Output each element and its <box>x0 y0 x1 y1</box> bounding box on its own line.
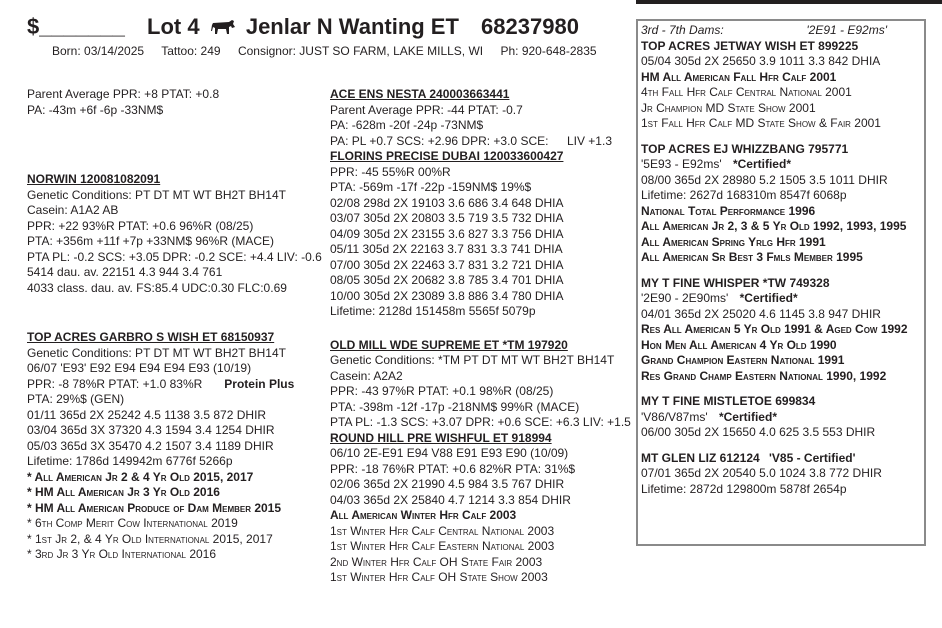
ggsire-line: PPR: -45 55%R 00%R <box>330 164 451 179</box>
granddam-line: PPR: -18 76%R PTAT: +0.6 82%R PTA: 31%$ <box>330 461 576 476</box>
sire-name: NORWIN 120081082091 <box>27 172 161 186</box>
dam4-class: '5E93 - E92ms' <box>641 157 722 171</box>
dam-award: * HM All American Produce of Dam Member 2015 <box>27 500 282 515</box>
granddam-award: 1st Winter Hfr Calf Central National 2003 <box>330 523 555 538</box>
maternal-sire-liv: LIV +1.3 <box>566 133 612 148</box>
dams-column <box>641 23 907 497</box>
cow-icon <box>210 18 236 36</box>
sire-line: Casein: A1A2 AB <box>27 203 119 217</box>
granddam-sire-line: PTA: -398m -12f -17p -218NM$ 99%R (MACE) <box>330 399 580 414</box>
maternal-sire-line: PA: PL +0.7 SCS: +2.96 DPR: +3.0 SCE: <box>330 133 549 148</box>
dam3-award: 4th Fall Hfr Calf Central National 2001 <box>641 85 852 99</box>
dam3-name: TOP ACRES JETWAY WISH ET 899225 <box>641 38 859 53</box>
dam-award: * All American Jr 2 & 4 Yr Old 2015, 2017 <box>27 469 254 484</box>
sire-line: PTA: +356m +11f +7p +33NM$ 96%R (MACE) <box>27 234 275 248</box>
lot-header <box>27 13 579 40</box>
dam5-award: Res All American 5 Yr Old 1991 & Aged Cow 1992 <box>641 322 908 336</box>
dam5-certified: *Certified* <box>739 291 798 305</box>
granddam-sire-line: Genetic Conditions: *TM PT DT MT WT BH2T BH14T <box>330 353 615 367</box>
dam-line: Genetic Conditions: PT DT MT WT BH2T BH14T <box>27 345 286 360</box>
sire-line: PPR: +22 93%R PTAT: +0.6 96%R (08/25) <box>27 218 254 233</box>
left-column <box>27 87 322 563</box>
dam-ppr: PPR: -8 78%R PTAT: +1.0 83%R <box>27 376 203 391</box>
top-rule <box>636 0 942 4</box>
dam-award: * HM All American Jr 3 Yr Old 2016 <box>27 485 220 499</box>
granddam-line: 06/10 2E-E91 E94 V88 E91 E93 E90 (10/09) <box>330 446 569 460</box>
ggsire-line: 04/09 305d 2X 23155 3.6 827 3.3 756 DHIA <box>330 226 564 241</box>
dam7-record: 07/01 365d 2X 20540 5.0 1024 3.8 772 DHIR <box>641 466 882 480</box>
dam-line: 03/04 365d 3X 37320 4.3 1594 3.4 1254 DHIR <box>27 423 275 437</box>
granddam-award: 2nd Winter Hfr Calf OH State Fair 2003 <box>330 554 543 569</box>
dam3-award: Jr Champion MD State Show 2001 <box>641 100 816 115</box>
dam-award: * 3rd Jr 3 Yr Old International 2016 <box>27 547 217 561</box>
dam-line: 06/07 'E93' E92 E94 E94 E94 E93 (10/19) <box>27 361 252 375</box>
granddam-award: 1st Winter Hfr Calf Eastern National 2003 <box>330 539 555 553</box>
dam5-class: '2E90 - 2E90ms' <box>641 291 729 305</box>
phone: Ph: 920-648-2835 <box>500 44 597 58</box>
dam4-lifetime: Lifetime: 2627d 168310m 8547f 6068p <box>641 188 847 202</box>
ggsire-line: 02/08 298d 2X 19103 3.6 686 3.4 648 DHIA <box>330 195 564 210</box>
dam5-award: Grand Champion Eastern National 1991 <box>641 353 845 367</box>
ggsire-line: 10/00 305d 2X 23089 3.8 886 3.4 780 DHIA <box>330 288 564 303</box>
sire-line: 5414 dau. av. 22151 4.3 944 3.4 761 <box>27 265 223 279</box>
granddam-sire-name: OLD MILL WDE SUPREME ET *TM 197920 <box>330 337 568 352</box>
sire-line: 4033 class. dau. av. FS:85.4 UDC:0.30 FLC:0.69 <box>27 280 287 295</box>
ggsire-line: PTA: -569m -17f -22p -159NM$ 19%$ <box>330 180 532 194</box>
dam6-name: MY T FINE MISTLETOE 699834 <box>641 394 816 408</box>
granddam-name: ROUND HILL PRE WISHFUL ET 918994 <box>330 430 552 445</box>
dam3-award: HM All American Fall Hfr Calf 2001 <box>641 69 837 84</box>
tattoo: Tattoo: 249 <box>161 44 221 58</box>
dam3-award: 1st Fall Hfr Calf MD State Show & Fair 2001 <box>641 116 881 130</box>
dam4-award: All American Sr Best 3 Fmls Member 1995 <box>641 250 863 264</box>
granddam-sire-line: Casein: A2A2 <box>330 368 403 383</box>
dam5-award: Res Grand Champ Eastern National 1990, 1992 <box>641 368 887 383</box>
maternal-sire-line: PA: -628m -20f -24p -73NM$ <box>330 118 484 132</box>
dam6-class: 'V86/V87ms' <box>641 409 708 424</box>
dam-award: * 6th Comp Merit Cow International 2019 <box>27 516 238 530</box>
lot-number: Lot 4 <box>147 14 200 40</box>
dam6-certified: *Certified* <box>718 409 777 424</box>
parent-average-ppr: Parent Average PPR: +8 PTAT: +0.8 <box>27 87 220 101</box>
ggsire-line: 08/05 305d 2X 20682 3.8 785 3.4 701 DHIA <box>330 273 564 287</box>
dam4-award: All American Spring Yrlg Hfr 1991 <box>641 234 826 249</box>
parent-average-pa: PA: -43m +6f -6p -33NM$ <box>27 102 164 117</box>
dam4-award: National Total Performance 1996 <box>641 203 816 218</box>
dam5-name: MY T FINE WHISPER *TW 749328 <box>641 275 830 290</box>
dam6-record: 06/00 305d 2X 15650 4.0 625 3.5 553 DHIR <box>641 425 876 439</box>
dam5-record: 04/01 365d 2X 25020 4.6 1145 3.8 947 DHIR <box>641 306 881 321</box>
dam-line: 05/03 365d 3X 35470 4.2 1507 3.4 1189 DHIR <box>27 438 274 453</box>
ggsire-line: 05/11 305d 2X 22163 3.7 831 3.3 741 DHIA <box>330 242 563 256</box>
dam-line: Lifetime: 1786d 149942m 6776f 5266p <box>27 454 233 468</box>
registration-number: 68237980 <box>481 14 579 40</box>
born-date: Born: 03/14/2025 <box>52 44 145 58</box>
ggsire-line: 03/07 305d 2X 20803 3.5 719 3.5 732 DHIA <box>330 211 564 225</box>
maternal-sire-line: Parent Average PPR: -44 PTAT: -0.7 <box>330 102 523 117</box>
dams-title: 3rd - 7th Dams: <box>641 23 724 37</box>
dam-line: 01/11 365d 2X 25242 4.5 1138 3.5 872 DHIR <box>27 407 267 422</box>
granddam-line: 02/06 365d 2X 21990 4.5 984 3.5 767 DHIR <box>330 477 565 491</box>
sire-line: PTA PL: -0.2 SCS: +3.05 DPR: -0.2 SCE: +4.4 LIV: -0.6 <box>27 249 322 264</box>
sire-line: Genetic Conditions: PT DT MT WT BH2T BH14T <box>27 187 286 202</box>
granddam-sire-line: PPR: -43 97%R PTAT: +0.1 98%R (08/25) <box>330 384 554 398</box>
dam-line: PTA: 29%$ (GEN) <box>27 392 125 406</box>
dam4-name: TOP ACRES EJ WHIZZBANG 795771 <box>641 141 849 156</box>
lot-info-line <box>52 44 611 58</box>
dam7-class: 'V85 - Certified' <box>769 450 856 465</box>
protein-plus-tag: Protein Plus <box>224 376 295 391</box>
dam7-lifetime: Lifetime: 2872d 129800m 5878f 2654p <box>641 481 847 496</box>
granddam-sire-line: PTA PL: -1.3 SCS: +3.07 DPR: +0.6 SCE: +6.3 LIV: +1.5 <box>330 415 631 429</box>
granddam-award: 1st Winter Hfr Calf OH State Show 2003 <box>330 570 548 584</box>
ggsire-line: 07/00 305d 2X 22463 3.7 831 3.2 721 DHIA <box>330 257 564 272</box>
maternal-sire-name: ACE ENS NESTA 240003663441 <box>330 87 510 101</box>
dam7-name: MT GLEN LIZ 612124 <box>641 450 760 465</box>
price-blank: $_______ <box>27 14 125 40</box>
granddam-award: All American Winter Hfr Calf 2003 <box>330 508 517 522</box>
ggsire-line: Lifetime: 2128d 151458m 5565f 5079p <box>330 304 536 318</box>
dam4-certified: *Certified* <box>732 157 791 171</box>
ggsire-name: FLORINS PRECISE DUBAI 120033600427 <box>330 149 564 163</box>
dam3-record: 05/04 305d 2X 25650 3.9 1011 3.3 842 DHIA <box>641 54 881 68</box>
dams-range: '2E91 - E92ms' <box>806 23 887 37</box>
consignor: Consignor: JUST SO FARM, LAKE MILLS, WI <box>237 44 484 58</box>
dam-name: TOP ACRES GARBRO S WISH ET 68150937 <box>27 330 275 344</box>
granddam-line: 04/03 365d 2X 25840 4.7 1214 3.3 854 DHIR <box>330 492 571 507</box>
dam4-award: All American Jr 2, 3 & 5 Yr Old 1992, 1993, 1995 <box>641 219 907 233</box>
dam5-award: Hon Men All American 4 Yr Old 1990 <box>641 337 837 352</box>
dam-award: * 1st Jr 2, & 4 Yr Old International 2015, 2017 <box>27 531 273 546</box>
dam4-record: 08/00 365d 2X 28980 5.2 1505 3.5 1011 DHIR <box>641 172 888 187</box>
animal-name: Jenlar N Wanting ET <box>245 14 459 40</box>
middle-column <box>330 87 631 586</box>
